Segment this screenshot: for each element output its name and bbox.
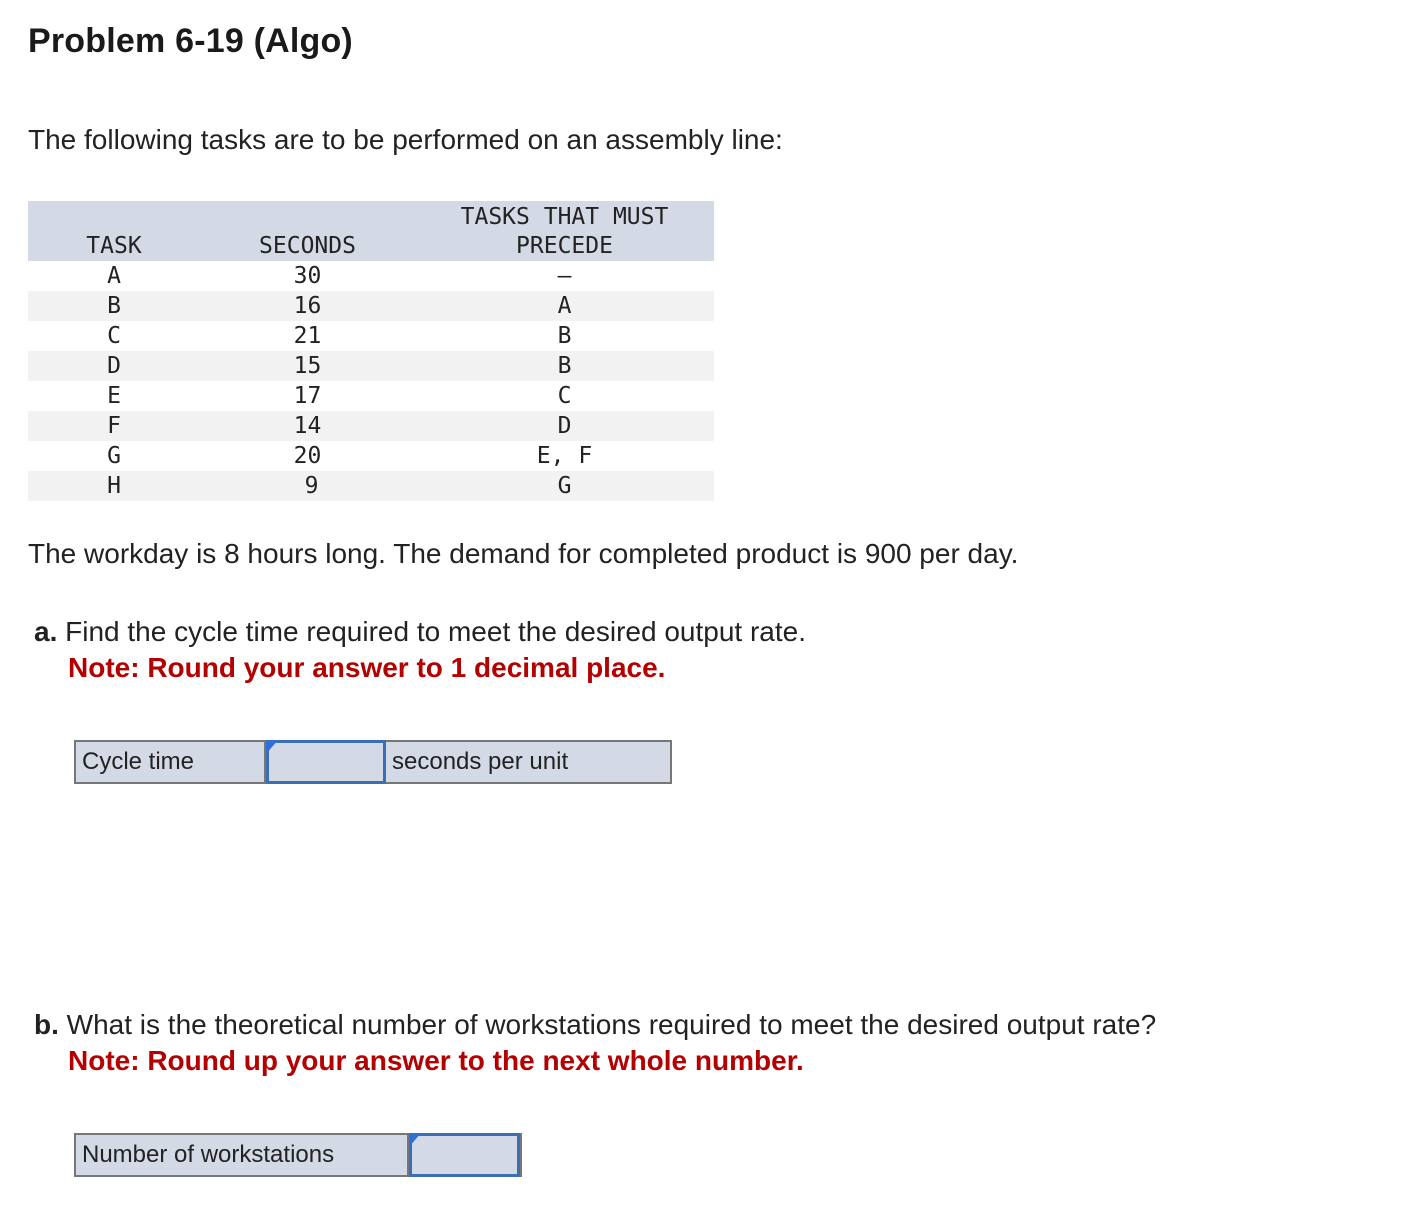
page-title: Problem 6-19 (Algo) [28, 22, 353, 60]
header-task: TASK [28, 201, 200, 261]
question-b-text: What is the theoretical number of workstations required to meet the desired output rate? [66, 1009, 1157, 1040]
cell-seconds: 9 [200, 471, 415, 501]
workday-text: The workday is 8 hours long. The demand for completed product is 900 per day. [28, 538, 1019, 569]
header-precede [415, 201, 714, 261]
question-b-letter: b. [34, 1009, 59, 1040]
table-row [28, 411, 714, 441]
cycle-time-answer-row [74, 740, 672, 784]
cell-task: H [28, 471, 200, 501]
question-a-letter: a. [34, 616, 58, 647]
cell-seconds: 30 [293, 263, 322, 289]
cell-task: G [107, 443, 121, 469]
cycle-time-input-wrap [266, 742, 386, 782]
cell-task: E [107, 383, 121, 409]
cell-precede: A [415, 291, 714, 321]
cycle-time-unit: seconds per unit [392, 748, 569, 775]
cell-precede: E, F [536, 443, 593, 469]
table-row [28, 381, 714, 411]
cell-task: D [28, 351, 200, 381]
cell-seconds: 20 [293, 443, 322, 469]
workstations-label: Number of workstations [76, 1135, 409, 1175]
cycle-time-label: Cycle time [76, 742, 266, 782]
intro-text: The following tasks are to be performed on an assembly line: [28, 124, 783, 155]
cell-precede: G [415, 471, 714, 501]
cell-precede: D [415, 411, 714, 441]
cell-seconds: 15 [200, 351, 415, 381]
cell-task: F [28, 411, 200, 441]
cell-seconds: 14 [200, 411, 415, 441]
cell-precede: C [557, 383, 572, 409]
header-precede-line1: TASKS THAT MUST [460, 204, 669, 230]
table-row [28, 261, 714, 291]
question-a-note: Note: Round your answer to 1 decimal place. [68, 652, 666, 683]
question-a [34, 614, 806, 686]
header-seconds: SECONDS [200, 201, 415, 261]
workstations-input-wrap [409, 1135, 520, 1175]
table-row [28, 321, 714, 351]
table-row [28, 351, 714, 381]
header-precede-line2: PRECEDE [516, 233, 613, 259]
cell-task: B [28, 291, 200, 321]
task-table [28, 201, 714, 501]
cell-precede: B [415, 351, 714, 381]
table-row [28, 471, 714, 501]
workstations-input[interactable] [409, 1133, 520, 1177]
cell-seconds: 21 [293, 323, 322, 349]
table-row [28, 291, 714, 321]
question-b [34, 1007, 1156, 1079]
cell-task: A [107, 263, 121, 289]
cycle-time-input[interactable] [266, 740, 386, 784]
question-b-note: Note: Round up your answer to the next whole number. [68, 1045, 804, 1076]
workstations-answer-row [74, 1133, 522, 1177]
cell-seconds: 16 [200, 291, 415, 321]
cell-precede: — [557, 263, 572, 289]
cell-seconds: 17 [293, 383, 322, 409]
cell-task: C [107, 323, 121, 349]
cell-precede: B [557, 323, 572, 349]
table-row [28, 441, 714, 471]
table-header-row [28, 201, 714, 261]
question-a-text: Find the cycle time required to meet the desired output rate. [65, 616, 806, 647]
